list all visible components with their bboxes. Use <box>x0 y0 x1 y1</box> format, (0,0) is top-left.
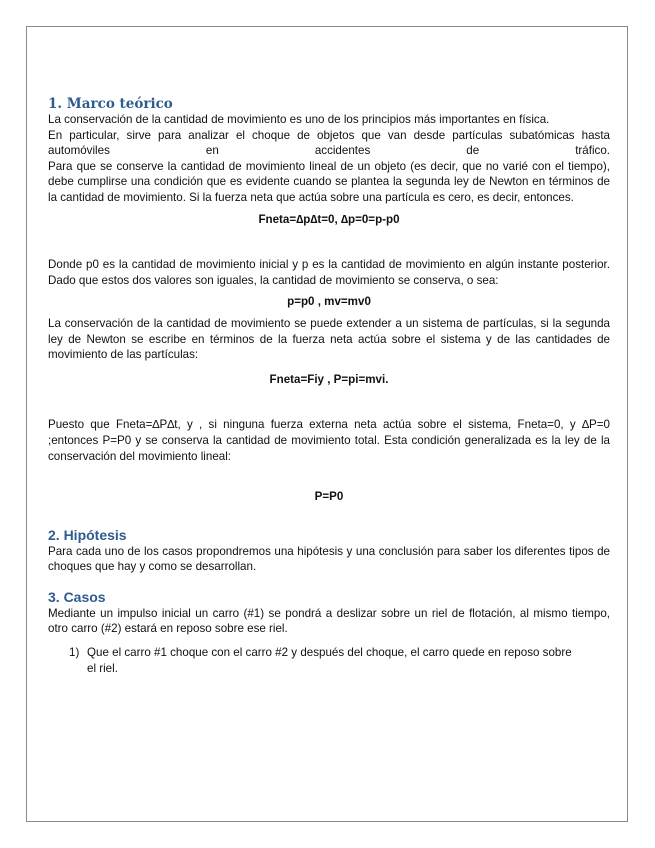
paragraph-marco-2: Para que se conserve la cantidad de movimiento lineal de un objeto (es decir, que no varié con el tiempo), debe cumplirse una condición que es evidente cuando se plantea la segunda ley de Newton en términos de la cantidad de movimiento. Si la fuerza neta que actúa sobre una partícula es cero, es decir, entonces. <box>48 159 610 204</box>
paragraph-marco-3: Donde p0 es la cantidad de movimiento inicial y p es la cantidad de movimiento en algún instante posterior. Dado que estos dos valores son iguales, la cantidad de movimiento se conserva, o sea: <box>48 258 610 287</box>
equation-3: Fneta=Fiy , P=pi=mvi. <box>269 372 389 386</box>
paragraph-hipotesis: Para cada uno de los casos propondremos una hipótesis y una conclusión para saber los diferentes tipos de choques que hay y como se desarrollan. <box>48 544 610 574</box>
section-title-hipotesis: 2. Hipótesis <box>48 526 127 543</box>
document-content <box>48 96 610 676</box>
equation-2: p=p0 , mv=mv0 <box>287 295 371 309</box>
list-item <box>48 645 610 676</box>
document-page <box>26 26 628 822</box>
paragraph-casos: Mediante un impulso inicial un carro (#1) se pondrá a deslizar sobre un riel de flotación, al mismo tiempo, otro carro (#2) estará en reposo sobre ese riel. <box>48 606 610 636</box>
paragraph-marco-5: Puesto que Fneta=∆P∆t, y , si ninguna fuerza externa neta actúa sobre el sistema, Fneta=0, y ∆P=0 ;entonces P=P0 y se conserva la cantidad de movimiento total. Esta condición generalizada es la ley de la conservación del movimiento lineal: <box>48 418 610 463</box>
equation-4: P=P0 <box>314 490 344 504</box>
section-title-marco-teorico: 1. Marco teórico <box>48 96 173 112</box>
equation-1: Fneta=∆p∆t=0, ∆p=0=p-p0 <box>258 212 400 226</box>
cases-list <box>48 645 610 676</box>
paragraph-marco-4: La conservación de la cantidad de movimiento se puede extender a un sistema de partículas, si la segunda ley de Newton se escribe en términos de la fuerza neta actúa sobre el sistema y de las cantidades de movimiento de las partículas: <box>48 316 610 362</box>
paragraph-marco-1a: La conservación de la cantidad de movimiento es uno de los principios más importantes en física. <box>48 113 550 126</box>
section-title-casos: 3. Casos <box>48 588 106 605</box>
list-item-number: 1) <box>69 646 80 660</box>
list-item-text: Que el carro #1 choque con el carro #2 y después del choque, el carro quede en reposo sobre el riel. <box>87 646 572 675</box>
paragraph-marco-1b: En particular, sirve para analizar el choque de objetos que van desde partículas subatómicas hasta automóviles en accidentes de tráfico. <box>48 128 610 158</box>
